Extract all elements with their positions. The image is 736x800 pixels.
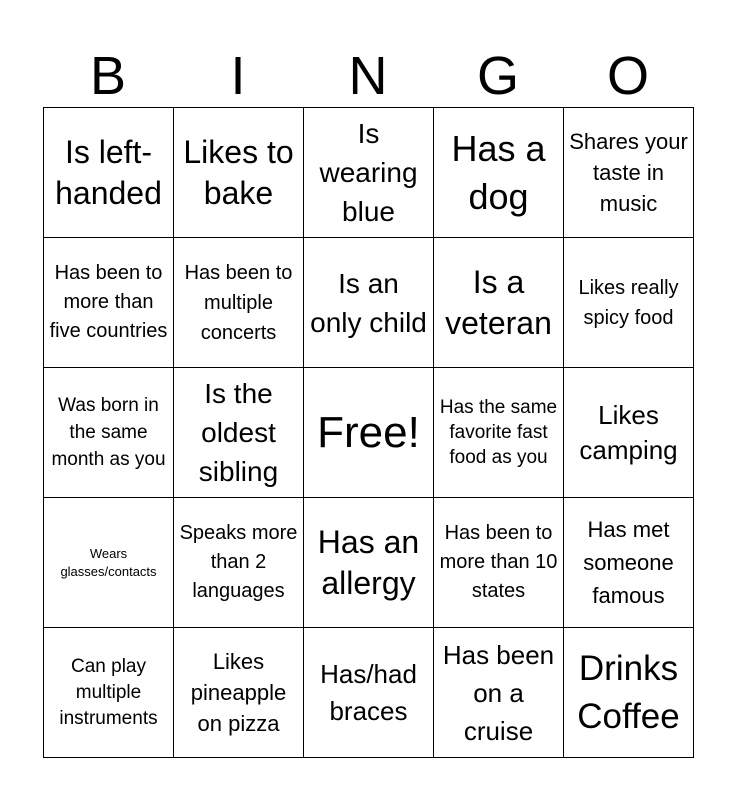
bingo-cell[interactable] <box>44 628 174 758</box>
bingo-cell[interactable] <box>304 108 434 238</box>
bingo-cell[interactable] <box>304 498 434 628</box>
header-letter-b: B <box>89 46 127 106</box>
bingo-cell[interactable] <box>174 238 304 368</box>
bingo-cell[interactable] <box>564 238 694 368</box>
cell-text: Drinks Coffee <box>577 648 680 736</box>
cell-text: Is an only child <box>310 267 427 338</box>
bingo-cell[interactable] <box>564 368 694 498</box>
bingo-board <box>43 107 694 758</box>
cell-text: Has been on a cruise <box>442 639 555 746</box>
cell-text: Likes camping <box>579 399 678 465</box>
bingo-cell[interactable] <box>44 368 174 498</box>
cell-text: Has met someone famous <box>583 517 674 608</box>
header-letter-o: O <box>606 46 649 106</box>
bingo-cell[interactable] <box>174 368 304 498</box>
bingo-cell[interactable] <box>304 238 434 368</box>
cell-text: Has been to more than five countries <box>49 262 168 342</box>
bingo-cell[interactable] <box>44 498 174 628</box>
bingo-cell[interactable] <box>304 628 434 758</box>
cell-text: Has an allergy <box>317 523 420 601</box>
bingo-cell[interactable] <box>174 628 304 758</box>
cell-text: Wears glasses/contacts <box>60 545 157 579</box>
cell-text: Speaks more than 2 languages <box>179 522 298 602</box>
cell-text: Has the same favorite fast food as you <box>439 397 558 468</box>
cell-text: Likes really spicy food <box>578 276 679 329</box>
bingo-header <box>43 44 693 108</box>
cell-text: Is left-handed <box>55 133 162 211</box>
bingo-cell[interactable] <box>174 498 304 628</box>
cell-text: Likes pineapple on pizza <box>190 649 287 736</box>
bingo-cell[interactable] <box>434 368 564 498</box>
bingo-cell[interactable] <box>44 238 174 368</box>
cell-text: Shares your taste in music <box>569 129 688 216</box>
cell-text: Can play multiple instruments <box>59 655 158 729</box>
cell-text: Has been to more than 10 states <box>439 522 558 602</box>
cell-text: Is a veteran <box>445 263 552 341</box>
cell-text: Is the oldest sibling <box>198 378 279 487</box>
bingo-cell[interactable] <box>434 238 564 368</box>
bingo-cell[interactable] <box>564 628 694 758</box>
cell-text: Has been to multiple concerts <box>184 261 293 344</box>
header-letter-i: I <box>230 46 246 106</box>
header-letter-g: G <box>476 46 519 106</box>
cell-text: Likes to bake <box>183 133 294 211</box>
cell-text: Was born in the same month as you <box>51 395 166 470</box>
header-letter-n: N <box>348 46 388 106</box>
cell-text: Has a dog <box>451 127 546 217</box>
bingo-cell[interactable] <box>564 498 694 628</box>
bingo-cell[interactable] <box>434 628 564 758</box>
bingo-cell[interactable] <box>434 498 564 628</box>
bingo-cell[interactable] <box>174 108 304 238</box>
bingo-cell[interactable] <box>564 108 694 238</box>
bingo-cell[interactable] <box>434 108 564 238</box>
cell-text: Has/had braces <box>320 658 417 726</box>
cell-text: Is wearing blue <box>319 118 418 227</box>
bingo-cell[interactable] <box>44 108 174 238</box>
free-space[interactable] <box>304 368 434 498</box>
free-space-text: Free! <box>317 407 420 457</box>
